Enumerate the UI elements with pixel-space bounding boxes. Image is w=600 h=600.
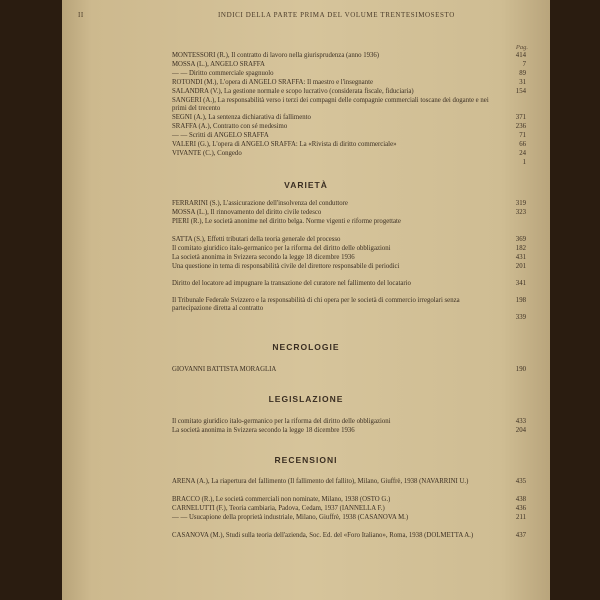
index-entry: SALANDRA (V.), La gestione normale e scopo lucrativo (considerata fiscale, fiduciaria) 154 [172, 88, 526, 95]
index-entry: VALERI (G.), L'opera di ANGELO SRAFFA: La «Rivista di diritto commerciale» 66 [172, 141, 526, 148]
index-entry: La società anonima in Svizzera secondo la legge 18 dicembre 1936 431 [172, 254, 526, 261]
index-entry: MOSSA (L.), Il rinnovamento del diritto civile tedesco 323 [172, 209, 526, 216]
index-entry: ARENA (A.), La riapertura del fallimento (Il fallimento del fallito), Milano, Giuffrè, 1938 (NAVARRINI U.) 435 [172, 478, 526, 485]
index-entry: MONTESSORI (R.), Il contratto di lavoro nella giurisprudenza (anno 1936) 414 [172, 52, 526, 59]
section-title-recensioni: RECENSIONI [274, 455, 338, 465]
index-entry: Il Tribunale Federale Svizzero e la responsabilità di chi opera per le società di commercio irregolari senza partecipazione diretta al contratto 198 [172, 297, 526, 313]
section-title-varieta: VARIETÀ [284, 180, 328, 190]
index-entry: GIOVANNI BATTISTA MORAGLIA 190 [172, 366, 526, 373]
index-entry: Il comitato giuridico italo-germanico per la riforma del diritto delle obbligazioni 182 [172, 245, 526, 252]
index-entry: VIVANTE (C.), Congedo 24 [172, 150, 526, 157]
index-entry: Diritto del locatore ad impugnare la transazione del curatore nel fallimento del locatario 341 [172, 280, 526, 287]
running-title: INDICI DELLA PARTE PRIMA DEL VOLUME TRENTESIMOSESTO [218, 11, 455, 19]
index-entry: Il comitato giuridico italo-germanico per la riforma del diritto delle obbligazioni 433 [172, 418, 526, 425]
index-entry: SANGERI (A.), La responsabilità verso i terzi dei compagni delle compagnie commerciali toscane dei dogante e nei primi del trecento [172, 97, 489, 113]
document-page: II INDICI DELLA PARTE PRIMA DEL VOLUME TRENTESIMOSESTO Pag. MONTESSORI (R.), Il contratto di lavoro nella giurisprudenza (anno 1936) 414 MOSSA (L.), ANGELO SRAFFA 7 — — Diritto commerciale spagnuolo 89 ROTONDI (M.), L'opera di ANGELO SRAFFA: Il maestro e l'insegnante 31 SALANDRA (V.), La gestione normale e scopo lucrativo (considerata fiscale, fiduciaria) 154 SANGERI (A.), La responsabilità verso i terzi dei compagni delle compagnie commerciali toscane dei dogante e nei primi del trecento SEGNI (A.), La sentenza dichiarativa di fallimento 371 SRAFFA (A.), Contratto con sé medesimo 236 — — Scritti di ANGELO SRAFFA 71 VALERI (G.), L'opera di ANGELO SRAFFA: La «Rivista di diritto commerciale» 66 VIVANTE (C.), Congedo 24 1 VARIETÀ FERRARINI (S.), L'assicurazione dell'insolvenza del conduttore 319 MOSSA (L.), Il rinnovamento del diritto civile tedesco 323 PIERI (R.), Le società anonime nel diritto belga. Norme vigenti e riforme progettate SATTA (S.), Effetti tributari della teoria generale del processo 369 Il comitato giuridico italo-germanico per la riforma del diritto delle obbligazioni 182 La società anonima in Svizzera secondo la legge 18 dicembre 1936 431 Una questione in tema di responsabilità civile del direttore responsabile di periodici 201 Diritto del locatore ad impugnare la transazione del curatore nel fallimento del locatario 341 Il Tribunale Federale Svizzero e la responsabilità di chi opera per le società di commercio irregolari senza partecipazione diretta al contratto 198 339 NECROLOGIE GIOVANNI BATTISTA MORAGLIA 190 LEGISLAZIONE Il comitato giuridico italo-germanico per la riforma del diritto delle obbligazioni 433 La società anonima in Svizzera secondo la legge 18 dicembre 1936 204 RECENSIONI ARENA (A.), La riapertura del fallimento (Il fallimento del fallito), Milano, Giuffrè, 1938 (NAVARRINI U.) 435 BRACCO (R.), Le società commerciali non nominate, Milano, 1938 (OSTO G.) 438 CARNELUTTI (F.), Teoria cambiaria, Padova, Cedam, 1937 (IANNELLA F.) 436 — — Usucapione della proprietà industriale, Milano, Giuffrè, 1938 (CASANOVA M.) 211 CASANOVA (M.), Studi sulla teoria dell'azienda, Soc. Ed. del «Foro Italiano», Roma, 1938 (DOLMETTA A.) 437 [62, 0, 550, 600]
index-entry: PIERI (R.), Le società anonime nel diritto belga. Norme vigenti e riforme progettate [172, 218, 401, 225]
index-entry: SEGNI (A.), La sentenza dichiarativa di fallimento 371 [172, 114, 526, 121]
index-entry: SRAFFA (A.), Contratto con sé medesimo 236 [172, 123, 526, 130]
section-title-necrologie: NECROLOGIE [272, 342, 340, 352]
page-column-label: Pag. [515, 44, 528, 51]
index-entry: — — Usucapione della proprietà industriale, Milano, Giuffrè, 1938 (CASANOVA M.) 211 [172, 514, 526, 521]
index-entry: SATTA (S.), Effetti tributari della teoria generale del processo 369 [172, 236, 526, 243]
index-entry: CASANOVA (M.), Studi sulla teoria dell'azienda, Soc. Ed. del «Foro Italiano», Roma, 1938 (DOLMETTA A.) 437 [172, 532, 526, 539]
page-number: II [78, 11, 84, 19]
index-entry: — — Diritto commerciale spagnuolo 89 [172, 70, 526, 77]
index-entry: MOSSA (L.), ANGELO SRAFFA 7 [172, 61, 526, 68]
index-entry: CARNELUTTI (F.), Teoria cambiaria, Padova, Cedam, 1937 (IANNELLA F.) 436 [172, 505, 526, 512]
index-entry: — — Scritti di ANGELO SRAFFA 71 [172, 132, 526, 139]
index-entry: FERRARINI (S.), L'assicurazione dell'insolvenza del conduttore 319 [172, 200, 526, 207]
index-entry: ROTONDI (M.), L'opera di ANGELO SRAFFA: Il maestro e l'insegnante 31 [172, 79, 526, 86]
index-entry: Una questione in tema di responsabilità civile del direttore responsabile di periodici 201 [172, 263, 526, 270]
index-entry: La società anonima in Svizzera secondo la legge 18 dicembre 1936 204 [172, 427, 526, 434]
index-entry: BRACCO (R.), Le società commerciali non nominate, Milano, 1938 (OSTO G.) 438 [172, 496, 526, 503]
section-title-legislazione: LEGISLAZIONE [268, 394, 344, 404]
